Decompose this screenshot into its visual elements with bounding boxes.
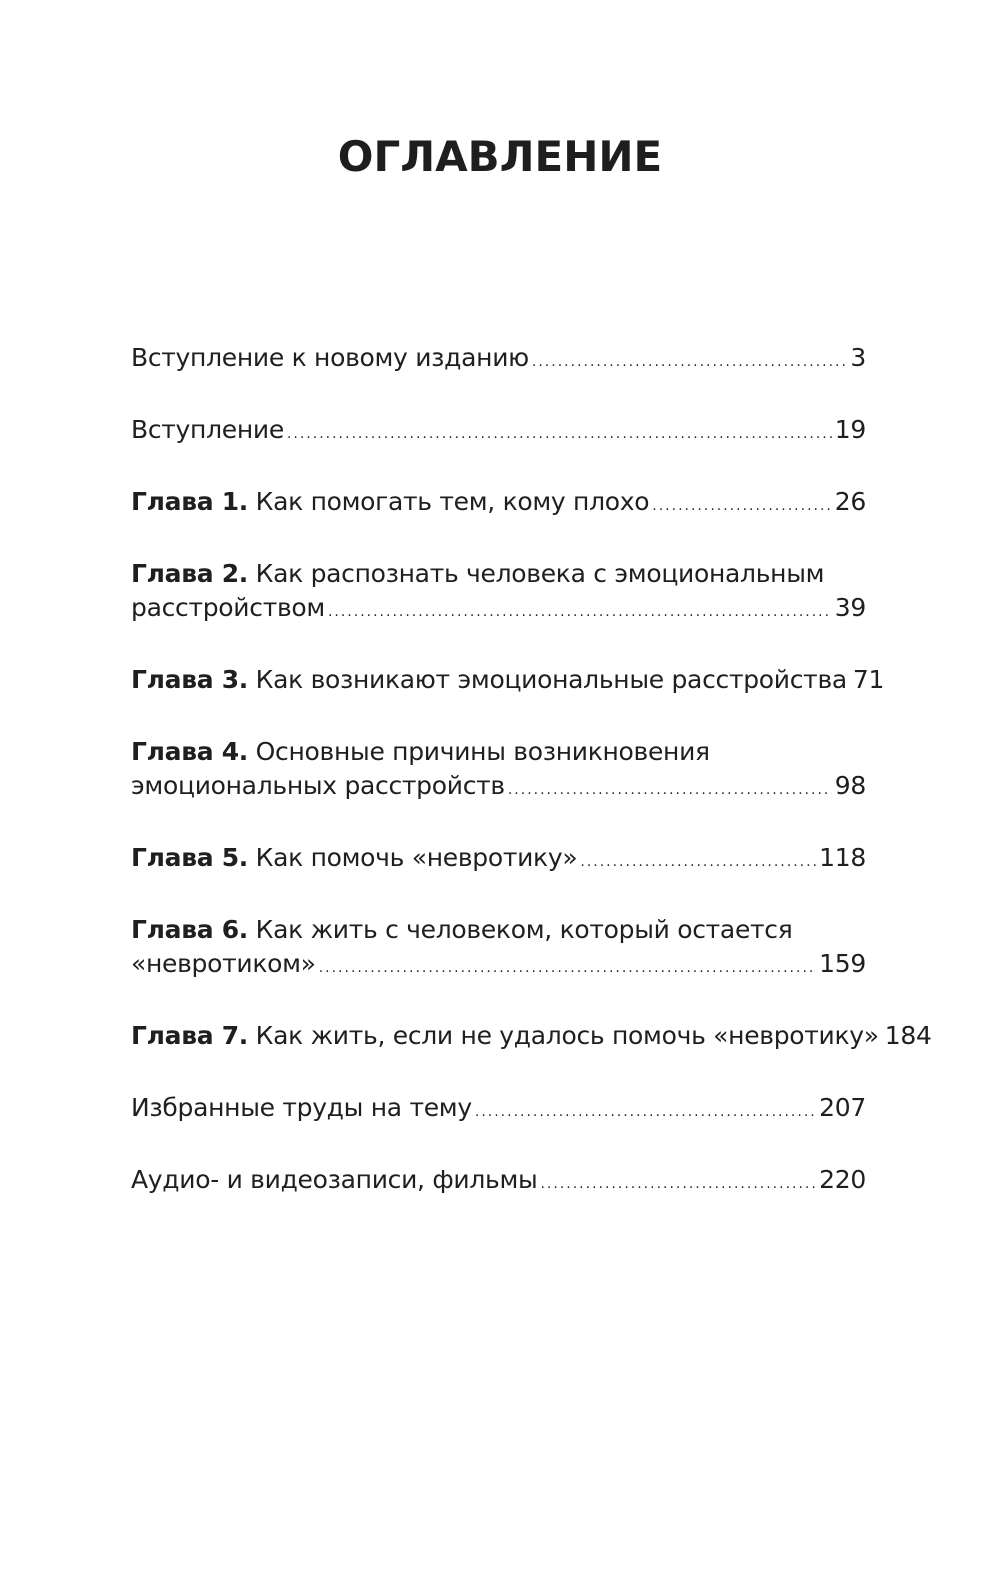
- toc-entry[interactable]: [131, 735, 866, 807]
- entry-title: Как распознать человека с эмоциональным: [255, 559, 825, 588]
- page-number: 71: [852, 665, 885, 694]
- chapter-label: Глава 2.: [131, 559, 248, 588]
- entry-title: Как жить, если не удалось помочь «невротику»: [255, 1021, 879, 1050]
- page-number: 118: [819, 843, 866, 872]
- toc-entry[interactable]: [131, 913, 866, 985]
- toc-entry[interactable]: [131, 663, 885, 701]
- dot-leader: [652, 489, 832, 523]
- page-number: 220: [819, 1165, 866, 1194]
- entry-title: эмоциональных расстройств: [131, 771, 505, 800]
- entry-title: Аудио- и видеозаписи, фильмы: [131, 1165, 538, 1194]
- dot-leader: [287, 417, 832, 451]
- page-number: 184: [884, 1021, 932, 1050]
- entry-title: Как помочь «невротику»: [255, 843, 578, 872]
- entry-title: Основные причины возникновения: [255, 737, 710, 766]
- entry-title: Вступление к новому изданию: [131, 343, 529, 372]
- entry-title: Как возникают эмоциональные расстройства: [255, 665, 847, 694]
- toc-entry[interactable]: [131, 341, 866, 379]
- page-number: 26: [834, 487, 866, 516]
- toc-entry[interactable]: [131, 557, 866, 629]
- chapter-label: Глава 6.: [131, 915, 248, 944]
- page-number: 39: [834, 593, 866, 622]
- dot-leader: [319, 951, 816, 985]
- chapter-label: Глава 1.: [131, 487, 248, 516]
- toc-entry[interactable]: [131, 1019, 932, 1057]
- toc-entry[interactable]: [131, 485, 866, 523]
- dot-leader: [580, 845, 816, 879]
- chapter-label: Глава 4.: [131, 737, 248, 766]
- chapter-label: Глава 3.: [131, 665, 248, 694]
- page-number: 3: [850, 343, 866, 372]
- toc-entry[interactable]: [131, 1163, 866, 1201]
- entry-title: расстройством: [131, 593, 325, 622]
- dot-leader: [540, 1167, 816, 1201]
- dot-leader: [475, 1095, 816, 1129]
- entry-title: Как помогать тем, кому плохо: [255, 487, 650, 516]
- entry-title: Как жить с человеком, который остается: [255, 915, 793, 944]
- dot-leader: [328, 595, 832, 629]
- dot-leader: [532, 345, 848, 379]
- toc-entry[interactable]: [131, 841, 866, 879]
- page-title: ОГЛАВЛЕНИЕ: [337, 132, 663, 181]
- page-number: 159: [819, 949, 866, 978]
- entry-title: «невротиком»: [131, 949, 316, 978]
- toc-entry[interactable]: [131, 413, 866, 451]
- chapter-label: Глава 5.: [131, 843, 248, 872]
- page-number: 207: [819, 1093, 866, 1122]
- table-of-contents: [131, 341, 932, 1235]
- page-number: 98: [834, 771, 866, 800]
- entry-title: Вступление: [131, 415, 284, 444]
- chapter-label: Глава 7.: [131, 1021, 248, 1050]
- entry-title: Избранные труды на тему: [131, 1093, 472, 1122]
- dot-leader: [508, 773, 832, 807]
- page-number: 19: [834, 415, 866, 444]
- toc-entry[interactable]: [131, 1091, 866, 1129]
